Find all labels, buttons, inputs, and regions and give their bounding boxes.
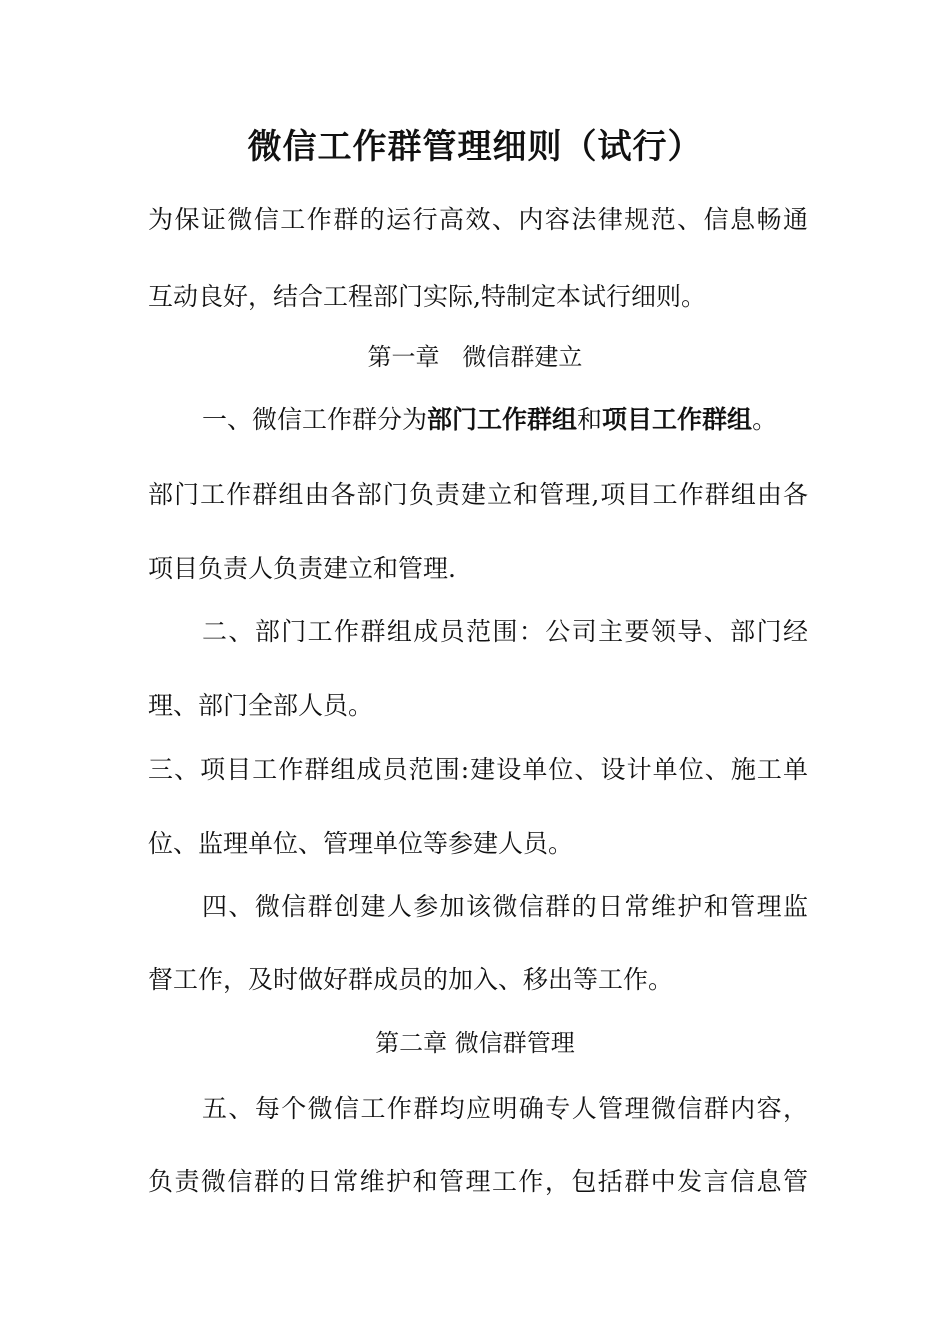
document-title: 微信工作群管理细则（试行） xyxy=(247,127,703,167)
item-4-line-1: 四、微信群创建人参加该微信群的日常维护和管理监 xyxy=(202,892,808,921)
item-3-line-2: 位、监理单位、管理单位等参建人员。 xyxy=(148,829,574,858)
item-3-line-1: 三、项目工作群组成员范围:建设单位、设计单位、施工单 xyxy=(148,755,808,784)
item-1-line-2: 部门工作群组由各部门负责建立和管理,项目工作群组由各 xyxy=(148,480,808,509)
item-1-suffix: 。 xyxy=(752,405,778,434)
item-5-line-2: 负责微信群的日常维护和管理工作，包括群中发言信息管 xyxy=(148,1167,808,1196)
item-1-bold-project-group: 项目工作群组 xyxy=(602,405,753,434)
intro-line-2: 互动良好，结合工程部门实际,特制定本试行细则。 xyxy=(148,282,706,311)
item-1-line-1 xyxy=(148,402,808,438)
chapter-1-heading: 第一章 微信群建立 xyxy=(367,343,583,371)
item-1-middle: 和 xyxy=(577,405,603,434)
item-1-prefix: 一、微信工作群分为 xyxy=(202,405,428,434)
item-1-bold-department-group: 部门工作群组 xyxy=(427,405,578,434)
chapter-2-heading: 第二章 微信群管理 xyxy=(375,1029,575,1057)
intro-line-1: 为保证微信工作群的运行高效、内容法律规范、信息畅通 xyxy=(148,205,808,234)
item-5-line-1: 五、每个微信工作群均应明确专人管理微信群内容， xyxy=(202,1094,808,1123)
item-4-line-2: 督工作，及时做好群成员的加入、移出等工作。 xyxy=(148,965,674,994)
item-2-line-2: 理、部门全部人员。 xyxy=(148,691,374,720)
item-2-line-1: 二、部门工作群组成员范围：公司主要领导、部门经 xyxy=(202,617,808,646)
item-1-line-3: 项目负责人负责建立和管理. xyxy=(148,554,456,583)
